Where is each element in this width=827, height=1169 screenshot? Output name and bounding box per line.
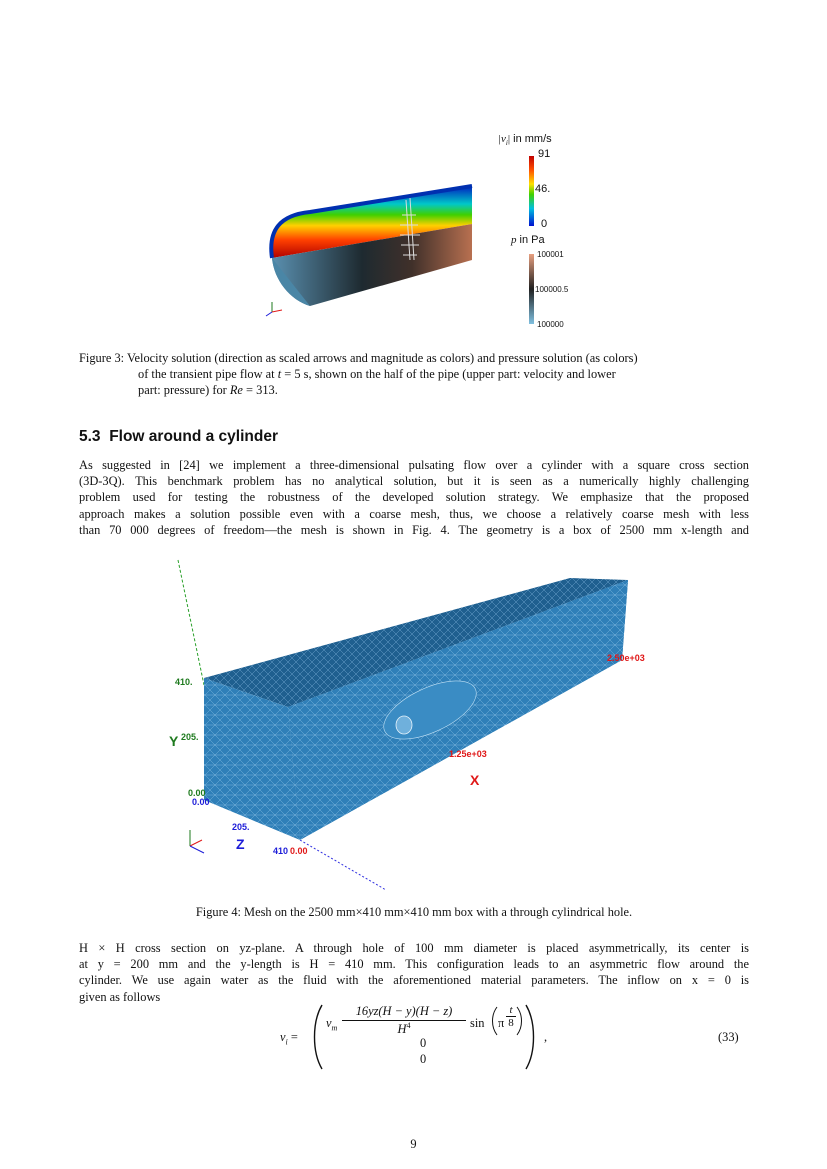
paragraph-2-line: given as follows bbox=[79, 989, 161, 1004]
x-tick-2500: 2.50e+03 bbox=[607, 653, 645, 663]
x-tick-1250: 1.25e+03 bbox=[449, 749, 487, 759]
equation-number: (33) bbox=[718, 1030, 739, 1044]
paragraph-1-line: approach makes a solution possible even with a coarse mesh, thus, we choose a relatively coarse mesh with less bbox=[79, 506, 749, 521]
section-heading: 5.3 Flow around a cylinder bbox=[79, 428, 278, 445]
paragraph-1 bbox=[79, 457, 749, 538]
fraction: 16yz(H − y)(H − z) $H^4$ bbox=[342, 1004, 466, 1037]
y-tick-205: 205. bbox=[181, 732, 199, 742]
x-axis-label: X bbox=[470, 772, 480, 788]
vector-row-2: 0 bbox=[420, 1036, 427, 1050]
mesh-box-visualization bbox=[160, 550, 660, 895]
orientation-triad-small bbox=[266, 302, 282, 316]
paragraph-2-line: at y = 200 mm and the y-length is H = 410 mm. This configuration leads to an asymmetric flow around the bbox=[79, 957, 749, 972]
page-number: 9 bbox=[410, 1137, 417, 1151]
y-axis-label: Y bbox=[169, 733, 179, 749]
equation-33: $v_i$ = $v_m$ 16yz(H − y)(H − z) $H^4$ sin π t 8 0 0 , (33) bbox=[280, 1002, 750, 1072]
paragraph-2-line: H × H cross section on yz-plane. A through hole of 100 mm diameter is placed asymmetrically, its center is bbox=[79, 941, 749, 955]
paragraph-1-line: problem used for testing the robustness of the developed solution strategy. We emphasize that the proposed bbox=[79, 490, 749, 505]
paragraph-1-line: As suggested in [24] we implement a three-dimensional pulsating flow over a cylinder with a square cross section bbox=[79, 458, 749, 472]
y-tick-410: 410. bbox=[175, 677, 193, 687]
velocity-colorbar bbox=[529, 156, 534, 226]
vector-row-3: 0 bbox=[420, 1052, 427, 1066]
z-axis-label: Z bbox=[236, 836, 245, 852]
y-tick-0: 0.00 bbox=[188, 788, 206, 798]
paragraph-2 bbox=[79, 940, 749, 1005]
z-tick-205: 205. bbox=[232, 822, 250, 832]
pressure-legend-min: 100000 bbox=[537, 320, 564, 329]
right-paren bbox=[524, 1004, 538, 1070]
pipe-flow-visualization bbox=[250, 130, 590, 335]
x-tick-0: 0.00 bbox=[290, 846, 308, 856]
pressure-legend-title: p in Pa bbox=[511, 234, 545, 246]
orientation-triad bbox=[190, 830, 204, 853]
inner-left-paren bbox=[490, 1006, 498, 1036]
velocity-legend-mid: 46. bbox=[535, 183, 551, 195]
z-tick-0: 0.00 bbox=[192, 797, 210, 807]
inner-right-paren bbox=[516, 1006, 524, 1036]
z-tick-410: 410 bbox=[273, 846, 289, 856]
velocity-legend-title: $|v_i|$ in mm/s bbox=[498, 133, 552, 148]
velocity-legend-min: 0 bbox=[541, 218, 548, 230]
paragraph-2-line: cylinder. We use again water as the fluid with the aforementioned material parameters. The inflow on x = 0 is bbox=[79, 973, 749, 988]
paragraph-1-line: (3D-3Q). This benchmark problem has no analytical solution, but it is seen as a numerically highly challenging bbox=[79, 474, 749, 489]
z-axis-line bbox=[300, 840, 386, 890]
figure-4 bbox=[160, 550, 660, 895]
figure-3-caption: Figure 3: Velocity solution (direction as scaled arrows and magnitude as colors) and pressure solution (as colors) of the transient pipe flow at t = 5 s, shown on the half of the pipe (upper part: velocity and lower part: pressure) for Re = 313. bbox=[79, 351, 638, 398]
y-axis-line bbox=[178, 560, 204, 685]
pressure-colorbar bbox=[529, 254, 534, 324]
figure-3 bbox=[250, 130, 590, 335]
paragraph-1-line: than 70 000 degrees of freedom—the mesh is shown in Fig. 4. The geometry is a box of 2500 mm x-length and bbox=[79, 522, 749, 537]
figure-4-caption: Figure 4: Mesh on the 2500 mm×410 mm×410 mm box with a through cylindrical hole. bbox=[195, 905, 633, 919]
velocity-legend-max: 91 bbox=[538, 148, 551, 160]
pressure-legend-mid: 100000.5 bbox=[535, 285, 569, 294]
pressure-legend-max: 100001 bbox=[537, 250, 564, 259]
left-paren bbox=[310, 1004, 324, 1070]
